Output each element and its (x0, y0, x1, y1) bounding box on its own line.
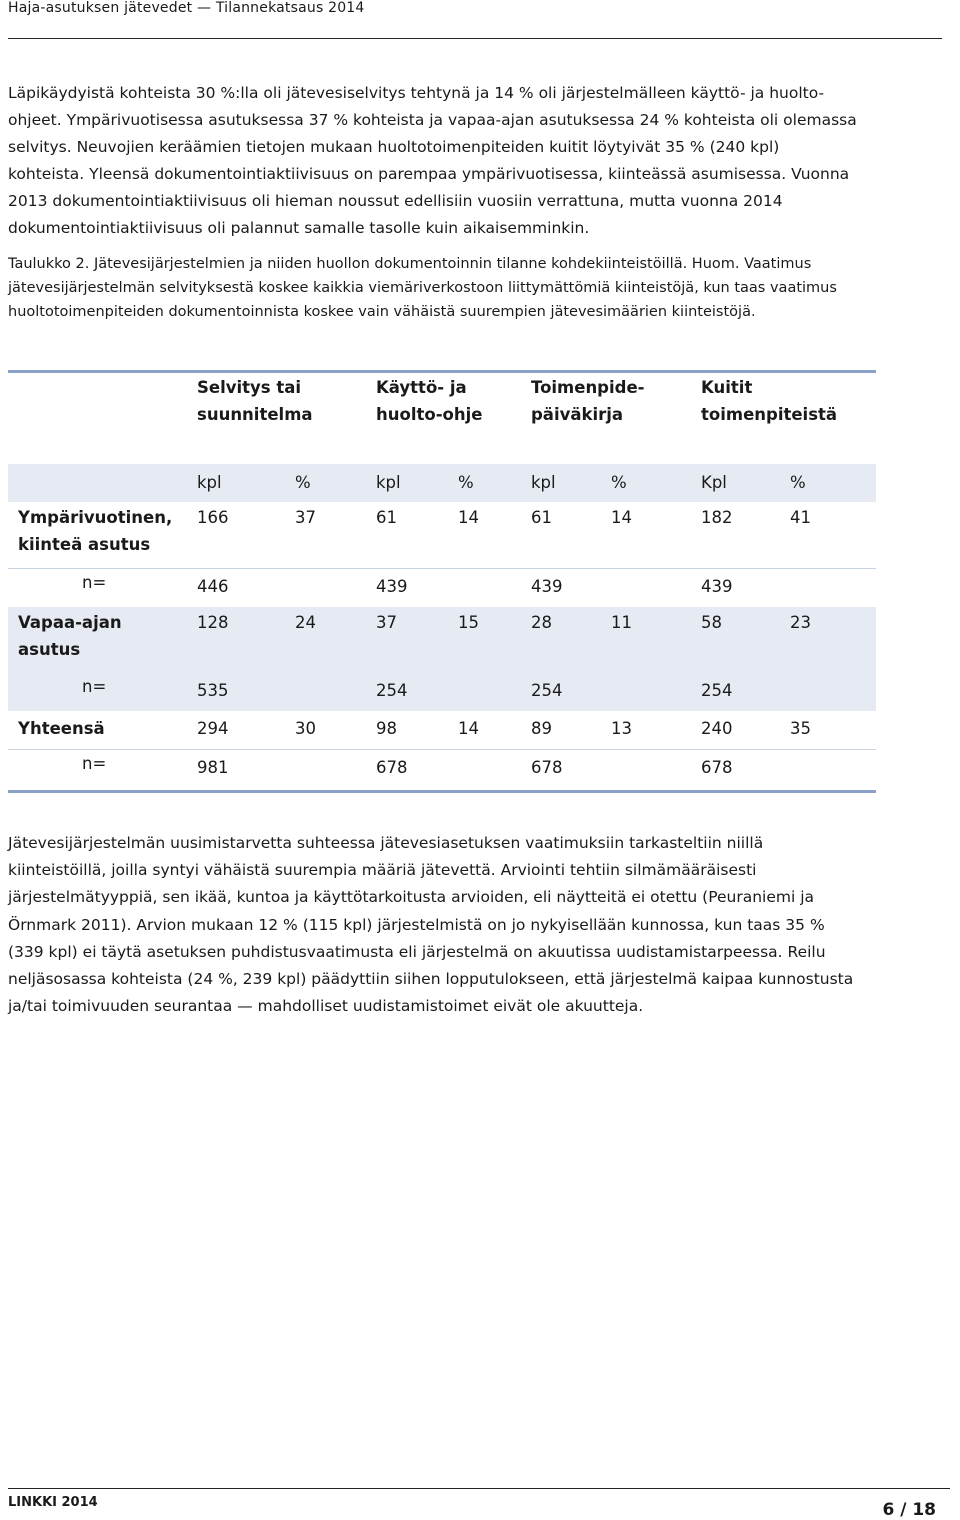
n-value: 439 (701, 577, 733, 596)
value-cell: 61 (531, 508, 552, 527)
text-line: 2013 dokumentointiaktiivisuus oli hieman noussut edellisiin vuosiin verrattuna, mutta vuonna 2014 (8, 192, 783, 210)
value-cell: 14 (458, 719, 479, 738)
value-cell: 294 (197, 719, 229, 738)
footer-publisher: LINKKI 2014 (8, 1495, 98, 1510)
unit-cell: kpl (376, 473, 401, 492)
value-cell: 24 (295, 613, 316, 632)
text-line: kiinteistöillä, joilla syntyi vähäistä suurempia määriä jätevettä. Arviointi tehtiin silmämääräisesti (8, 861, 757, 880)
n-row (8, 569, 876, 607)
n-label: n= (82, 677, 107, 696)
value-cell: 30 (295, 719, 316, 738)
value-cell: 35 (790, 719, 811, 738)
value-cell: 98 (376, 719, 397, 738)
header-rule (8, 38, 942, 39)
text-line: selvitys. Neuvojien keräämien tietojen mukaan huoltotoimenpiteiden kuitit löytyivät 35 % (240 kpl) (8, 138, 780, 156)
unit-cell: kpl (197, 473, 222, 492)
page-number: 6 / 18 (882, 1500, 936, 1520)
value-cell: 28 (531, 613, 552, 632)
column-header: Kuitit toimenpiteistä (701, 378, 838, 424)
text-line: ja/tai toimivuuden seurantaa — mahdolliset uudistamistoimet eivät ole akuutteja. (8, 997, 644, 1016)
text-line: Jätevesijärjestelmän uusimistarvetta suhteessa jätevesiasetuksen vaatimuksiin tarkasteltiin niillä (8, 834, 764, 852)
text-line: neljäsosassa kohteista (24 %, 239 kpl) päädyttiin siihen lopputulokseen, että järjestelmä kaipaa kunnostusta (8, 970, 854, 989)
paragraph-assessment (8, 830, 958, 1020)
unit-cell: % (295, 473, 311, 492)
value-cell: 14 (458, 508, 479, 527)
paragraph-intro (8, 80, 958, 242)
n-value: 439 (531, 577, 563, 596)
running-header: Haja-asutuksen jätevedet — Tilannekatsaus 2014 (8, 0, 365, 16)
n-value: 254 (376, 681, 408, 700)
value-cell: 37 (376, 613, 397, 632)
caption-line: huoltotoimenpiteiden dokumentoinnista koskee vain vähäistä suurempien jätevesimäärien kiinteistöjä. (8, 304, 756, 320)
table-row (8, 711, 876, 749)
n-value: 678 (531, 758, 563, 777)
n-value: 439 (376, 577, 408, 596)
value-cell: 128 (197, 613, 229, 632)
text-line: (339 kpl) ei täytä asetuksen puhdistusvaatimusta eli järjestelmä on akuutissa uudistamistarpeessa. Reilu (8, 942, 826, 961)
n-label: n= (82, 573, 107, 592)
text-line: dokumentointiaktiivisuus oli palannut samalle tasolle kuin aikaisemminkin. (8, 219, 590, 237)
unit-cell: % (458, 473, 474, 492)
n-value: 981 (197, 758, 229, 777)
text-line: Örnmark 2011). Arvion mukaan 12 % (115 kpl) järjestelmistä on jo nykyisellään kunnossa, kun taas 35 % (8, 915, 825, 934)
column-header: Käyttö- ja huolto-ohje (376, 378, 483, 424)
n-value: 446 (197, 577, 229, 596)
value-cell: 182 (701, 508, 733, 527)
text-line: järjestelmätyyppiä, sen ikää, kuntoa ja käyttötarkoitusta arvioiden, eli näytteitä ei otettu (Peuraniemi ja (8, 888, 815, 907)
value-cell: 89 (531, 719, 552, 738)
text-line: Läpikäydyistä kohteista 30 %:lla oli jätevesiselvitys tehtynä ja 14 % oli järjestelmälleen käyttö- ja huolto- (8, 84, 825, 102)
n-value: 678 (376, 758, 408, 777)
n-value: 254 (531, 681, 563, 700)
table-bottom-rule (8, 790, 876, 793)
n-label: n= (82, 754, 107, 773)
table-row (8, 607, 876, 673)
column-header: Selvitys tai suunnitelma (197, 378, 313, 424)
value-cell: 58 (701, 613, 722, 632)
value-cell: 37 (295, 508, 316, 527)
value-cell: 13 (611, 719, 632, 738)
text-line: ohjeet. Ympärivuotisessa asutuksessa 37 % kohteista ja vapaa-ajan asutuksessa 24 % kohteista oli olemassa (8, 111, 857, 129)
unit-cell: kpl (531, 473, 556, 492)
n-value: 254 (701, 681, 733, 700)
value-cell: 15 (458, 613, 479, 632)
unit-cell: % (611, 473, 627, 492)
text-line: kohteista. Yleensä dokumentointiaktiivisuus on parempaa ympärivuotisessa, kiinteässä asumisessa. Vuonna (8, 165, 850, 183)
unit-cell: % (790, 473, 806, 492)
caption-line: jätevesijärjestelmän selvityksestä koskee kaikkia viemäriverkostoon liittymättömiä kiinteistöjä, kun taas vaatimus (8, 280, 837, 296)
n-row (8, 673, 876, 711)
table-caption (8, 252, 958, 324)
table-top-rule (8, 370, 876, 373)
value-cell: 41 (790, 508, 811, 527)
value-cell: 14 (611, 508, 632, 527)
value-cell: 23 (790, 613, 811, 632)
value-cell: 240 (701, 719, 733, 738)
row-label: Ympärivuotinen, kiinteä asutus (18, 508, 173, 554)
footer-rule (8, 1488, 950, 1489)
value-cell: 11 (611, 613, 632, 632)
caption-line: Taulukko 2. Jätevesijärjestelmien ja niiden huollon dokumentoinnin tilanne kohdekiinteistöillä. Huom. Vaatimus (8, 256, 812, 272)
units-row (8, 464, 876, 502)
value-cell: 61 (376, 508, 397, 527)
column-header: Toimenpide- päiväkirja (531, 378, 645, 424)
n-row (8, 750, 876, 788)
table-row (8, 502, 876, 568)
n-value: 535 (197, 681, 229, 700)
row-label: Yhteensä (18, 719, 105, 738)
unit-cell: Kpl (701, 473, 727, 492)
value-cell: 166 (197, 508, 229, 527)
row-label: Vapaa-ajan asutus (18, 613, 122, 659)
n-value: 678 (701, 758, 733, 777)
